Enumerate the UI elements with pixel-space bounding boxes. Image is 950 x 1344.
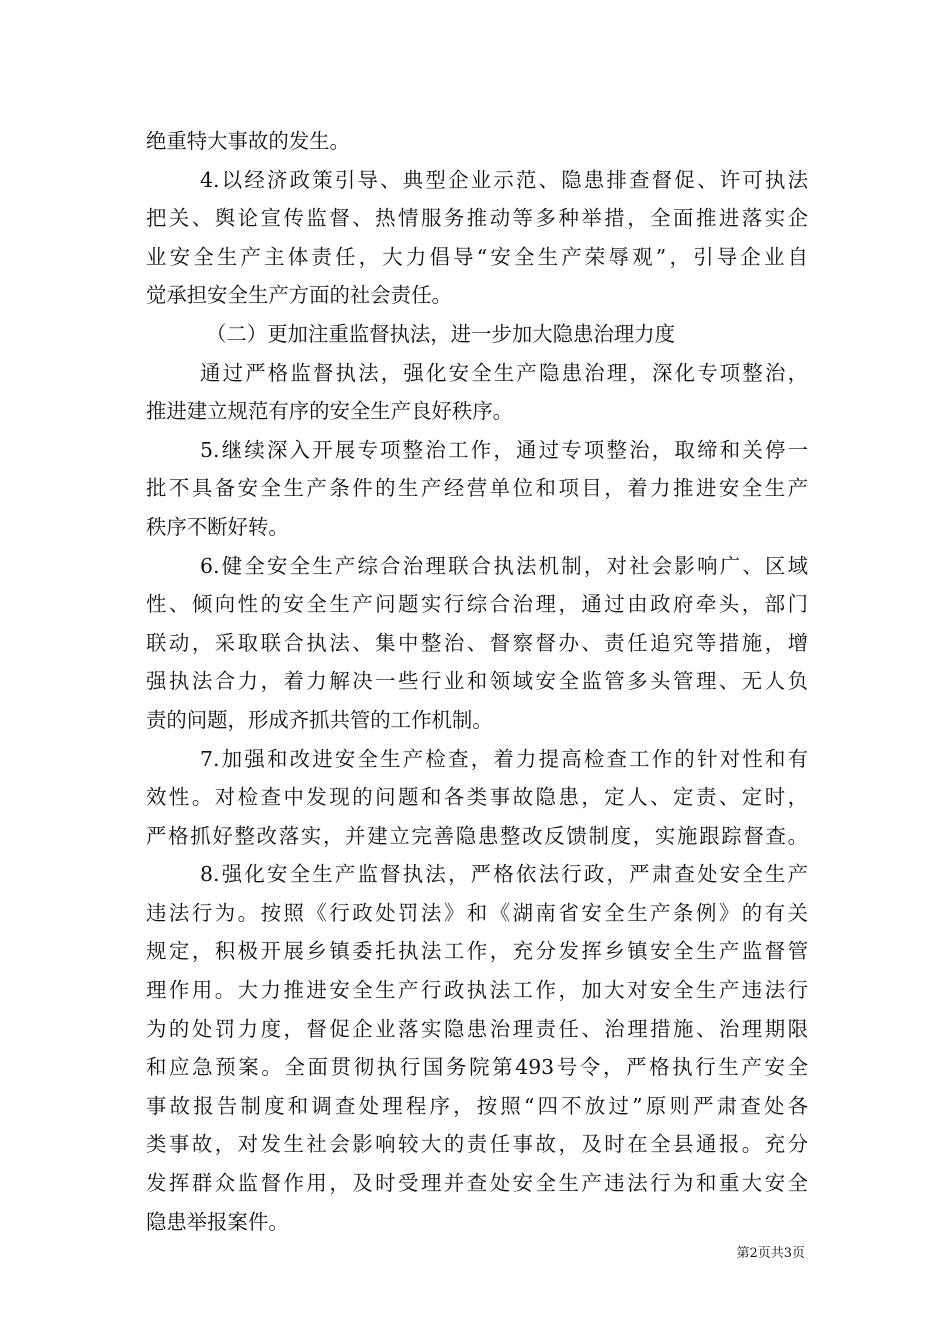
- text-line: 效性。对检查中发现的问题和各类事故隐患，定人、定责、定时，: [146, 785, 808, 810]
- text-line: 严格抓好整改落实，并建立完善隐患整改反馈制度，实施跟踪督查。: [146, 823, 808, 848]
- text-line: 和应急预案。全面贯彻执行国务院第493号令，严格执行生产安全: [146, 1055, 808, 1080]
- text-line: 8.强化安全生产监督执法，严格依法行政，严肃查处安全生产: [200, 862, 808, 887]
- text-line: 绝重特大事故的发生。: [146, 129, 350, 153]
- text-line: 事故报告制度和调查处理程序，按照“四不放过”原则严肃查处各: [146, 1093, 808, 1118]
- text-line: 性、倾向性的安全生产问题实行综合治理，通过由政府牵头，部门: [146, 592, 808, 617]
- text-line: 发挥群众监督作用，及时受理并查处安全生产违法行为和重大安全: [146, 1171, 808, 1196]
- text-line: 通过严格监督执法，强化安全生产隐患治理，深化专项整治，: [200, 360, 808, 385]
- text-line: 批不具备安全生产条件的生产经营单位和项目，着力推进安全生产: [146, 476, 808, 501]
- text-line: 为的处罚力度，督促企业落实隐患治理责任、治理措施、治理期限: [146, 1016, 808, 1041]
- text-line: 4.以经济政策引导、典型企业示范、隐患排查督促、许可执法: [200, 167, 808, 192]
- text-line: 违法行为。按照《行政处罚法》和《湖南省安全生产条例》的有关: [146, 900, 808, 925]
- text-line: 理作用。大力推进安全生产行政执法工作，加大对安全生产违法行: [146, 978, 808, 1003]
- text-line: 强执法合力，着力解决一些行业和领域安全监管多头管理、无人负: [146, 669, 808, 694]
- text-line: 责的问题，形成齐抓共管的工作机制。: [146, 707, 493, 732]
- text-line: 7.加强和改进安全生产检查，着力提高检查工作的针对性和有: [200, 746, 808, 771]
- text-line: 业安全生产主体责任，大力倡导“安全生产荣辱观”，引导企业自: [146, 244, 808, 269]
- body-text: [146, 122, 808, 1241]
- text-line: 觉承担安全生产方面的社会责任。: [146, 283, 452, 308]
- text-line: 推进建立规范有序的安全生产良好秩序。: [146, 399, 514, 424]
- section-heading: （二）更加注重监督执法，进一步加大隐患治理力度: [206, 321, 675, 346]
- text-line: 规定，积极开展乡镇委托执法工作，充分发挥乡镇安全生产监督管: [146, 939, 808, 964]
- text-line: 5.继续深入开展专项整治工作，通过专项整治，取缔和关停一: [200, 437, 808, 462]
- text-line: 类事故，对发生社会影响较大的责任事故，及时在全县通报。充分: [146, 1132, 808, 1157]
- page-number-footer: 第2页共3页: [736, 1246, 805, 1261]
- text-line: 把关、舆论宣传监督、热情服务推动等多种举措，全面推进落实企: [146, 206, 808, 231]
- text-line: 秩序不断好转。: [146, 514, 289, 539]
- text-line: 隐患举报案件。: [146, 1209, 289, 1234]
- text-line: 6.健全安全生产综合治理联合执法机制，对社会影响广、区域: [200, 553, 808, 578]
- text-line: 联动，采取联合执法、集中整治、督察督办、责任追究等措施，增: [146, 630, 808, 655]
